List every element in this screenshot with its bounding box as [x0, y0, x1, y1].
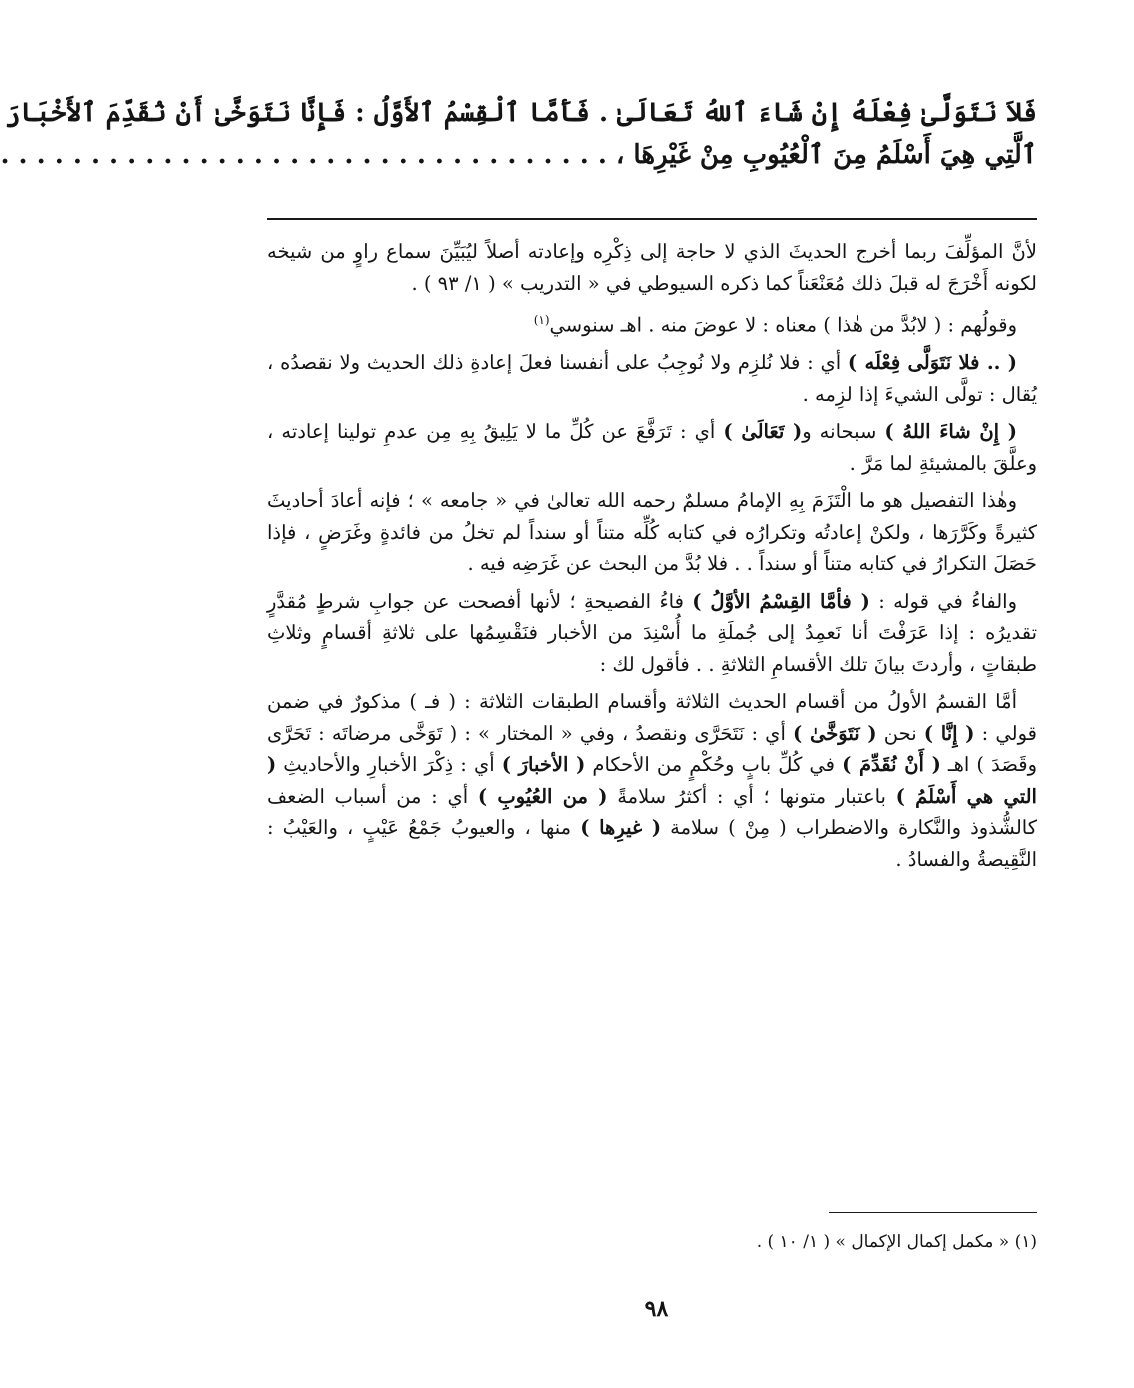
quoted-phrase: ( نَتَوَخَّىٰ ) [793, 721, 877, 745]
footnote: (١) « مكمل إكمال الإكمال » ( ١/ ١٠ ) . [756, 1232, 1037, 1252]
quoted-phrase: ( الأخبارَ ) [501, 753, 586, 776]
paragraph-5-text: وهٰذا التفصيل هو ما الْتَزَمَ بِهِ الإمامُ مسلمٌ رحمه الله تعالىٰ في « جامعه » ؛ فإنه أعادَ أحاديثَ كثيرةً وكَرَّرَها ، ولكنْ إعادتُه وتكرارُه في كتابه كُلِّه متناً أو سنداً لم تخلُ من فائدةٍ وغَرَضٍ ، فإذا حَصَلَ التكرارُ في كتابه متناً أو سنداً . . فلا بُدَّ من البحث عن غَرَضِه فيه . [267, 489, 1037, 575]
quoted-phrase: ( إِنْ شاءَ اللهُ ) [884, 420, 1017, 443]
paragraph-7-text: أي : من أسباب الضعف كالشُّذوذ والنَّكارة والاضطراب ( مِنْ ) سلامة [267, 784, 1037, 839]
paragraph-7-text: منها ، والعيوبُ جَمْعُ عَيْبٍ ، والعَيْبُ : النَّقِيصةُ والفسادُ . [267, 816, 1037, 871]
paragraph-7-text: نحن [876, 721, 924, 745]
paragraph-5 [267, 485, 1037, 580]
paragraph-7-text: أي : ذِكْرَ الأخبارِ والأحاديثِ [276, 753, 502, 776]
paragraph-7-text: أي : نَتَحَرَّى ونقصدُ ، وفي « المختار » : ( تَوَخَّى مرضاتَه : تَحَرَّى وقَصَدَ ) اهـ [267, 721, 1037, 776]
paragraph-6 [267, 586, 1037, 681]
footnote-divider [829, 1212, 1037, 1213]
commentary [267, 236, 1037, 881]
paragraph-2-text: وقولُهم : ( لابُدَّ من هٰذا ) معناه : لا عوضَ منه . اهـ سنوسي [549, 313, 1017, 337]
paragraph-6-text: والفاءُ في قوله : [869, 589, 1017, 613]
quoted-phrase: ( فأمَّا القِسْمُ الأوَّلُ ) [692, 589, 870, 613]
quoted-phrase: ( تَعَالَىٰ ) [723, 420, 803, 443]
quoted-phrase: ( .. فلا نَتَوَلَّى فِعْلَه ) [847, 351, 1018, 374]
paragraph-4-text: أي : تَرَفَّعَ عن كُلِّ ما لا يَلِيقُ بِهِ مِن عدمِ تولينا إعادته ، وعلَّقَ بالمشيئةِ لما مَرَّ . [267, 420, 1037, 475]
quoted-phrase: ( أَنْ نُقَدِّمَ ) [842, 753, 941, 776]
paragraph-7-text: أمَّا القسمُ الأولُ من أقسام الحديث الثلاثة وأقسام الطبقات الثلاثة : ( فـ ) مذكورٌ في ضمن قولي : [267, 690, 1037, 745]
quoted-phrase: ( من العُيُوبِ ) [477, 784, 608, 808]
paragraph-4-text: سبحانه و [802, 420, 885, 443]
main-text-line-1: فَلاَ نَتَوَلَّىٰ فِعْلَهُ إِنْ شَاءَ ٱللهُ تَعَالَىٰ . فَأَمَّا ٱلْقِسْمُ ٱلأَوَّلُ : فَإِنَّا نَتَوَخَّىٰ أَنْ نُقَدِّمَ ٱلأَخْبَارَ [5, 98, 1037, 128]
paragraph-7-text: باعتبار متونها ؛ أي : أكثرُ سلامةً [607, 784, 896, 808]
footnote-reference: (١) [533, 313, 550, 327]
quoted-phrase: ( غيرِها ) [580, 816, 662, 839]
paragraph-1-text: لأنَّ المؤلِّفَ ربما أخرج الحديثَ الذي لا حاجة إلى ذِكْرِه وإعادته أصلاً ليُبَيِّنَ سماع راوٍ من شيخه لكونه أَخْرَجَ له قبلَ ذلك مُعَنْعَناً كما ذكره السيوطي في « التدريب » ( ١/ ٩٣ ) . [267, 240, 1037, 295]
paragraph-1 [267, 236, 1037, 299]
page-number: ٩٨ [644, 1296, 669, 1322]
paragraph-2 [267, 305, 1037, 341]
main-divider [267, 218, 1037, 220]
paragraph-6-text: فاءُ الفصيحةِ ؛ لأنها أفصحت عن جوابِ شرطٍ مُقدَّرٍ تقديرُه : إذا عَرَفْتَ أنا نَعمِدُ إلى جُملَةِ ما أُسْنِدَ من الأخبار فنَقْسِمُها على ثلاثةِ أقسامٍ وثلاثِ طبقاتٍ ، وأردتَ بيانَ تلك الأقسامِ الثلاثةِ . . فأقول لك : [267, 589, 1037, 676]
paragraph-3-text: أي : فلا نُلزِم ولا نُوجِبُ على أنفسنا فعلَ إعادةِ ذلك الحديث ولا نقصدُه ، يُقال : تولَّى الشيءَ إذا لزِمه . [267, 351, 1037, 406]
quoted-phrase: ( التي هي أَسْلَمُ ) [267, 753, 1037, 808]
quoted-phrase: ( إِنَّا ) [923, 721, 975, 745]
paragraph-4 [267, 416, 1037, 479]
main-text [0, 92, 1037, 176]
paragraph-3 [267, 347, 1037, 410]
paragraph-7 [267, 686, 1037, 875]
main-text-line-2: ٱلَّتِي هِيَ أَسْلَمُ مِنَ ٱلْعُيُوبِ مِنْ غَيْرِهَا ، . . . . . . . . . . . . . . . . . . . . . . . . . . . . . . . . . . [0, 140, 1037, 170]
paragraph-7-text: في كُلِّ بابٍ وحُكْمٍ من الأحكام [585, 753, 843, 776]
